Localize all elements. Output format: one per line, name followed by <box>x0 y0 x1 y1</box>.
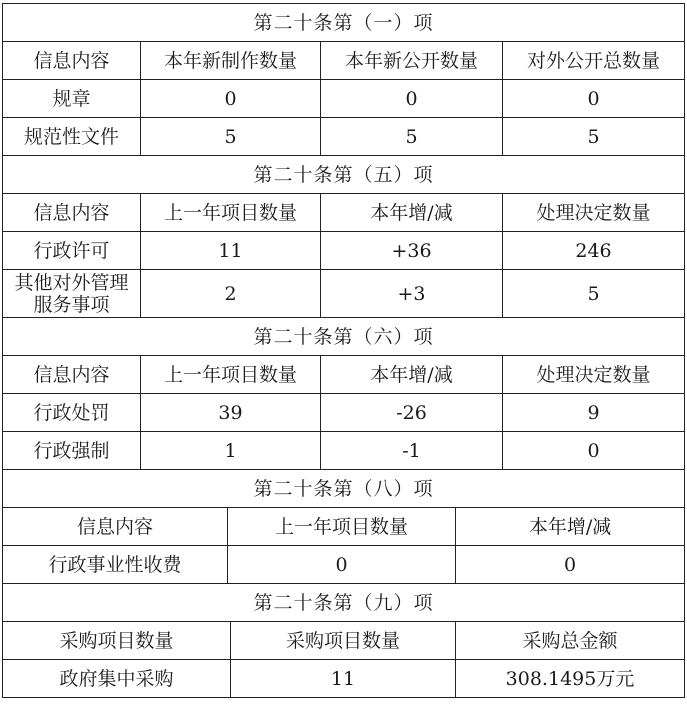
table-cell: 11 <box>141 232 321 270</box>
table-row <box>3 232 685 270</box>
table-cell: 0 <box>321 80 503 118</box>
row-label: 行政许可 <box>3 232 141 270</box>
section-title: 第二十条第（一）项 <box>3 4 685 42</box>
column-header: 上一年项目数量 <box>141 194 321 232</box>
table-cell: 5 <box>321 118 503 156</box>
table-cell: 0 <box>141 80 321 118</box>
section-8-table <box>2 469 685 584</box>
table-cell: 0 <box>228 546 456 584</box>
table-cell: 246 <box>503 232 685 270</box>
column-header: 采购项目数量 <box>231 622 456 660</box>
row-label: 其他对外管理服务事项 <box>3 270 141 318</box>
column-header: 本年新公开数量 <box>321 42 503 80</box>
section-title: 第二十条第（八）项 <box>3 470 685 508</box>
table-row <box>3 432 685 470</box>
row-label: 规章 <box>3 80 141 118</box>
table-cell: -26 <box>321 394 503 432</box>
table-cell: +3 <box>321 270 503 318</box>
table-cell: 308.1495万元 <box>456 660 685 698</box>
section-1-table <box>2 3 685 156</box>
column-header: 处理决定数量 <box>503 194 685 232</box>
disclosure-statistics-document <box>2 3 684 698</box>
column-header: 对外公开总数量 <box>503 42 685 80</box>
table-cell: 9 <box>503 394 685 432</box>
table-cell: 2 <box>141 270 321 318</box>
table-cell: 5 <box>503 270 685 318</box>
table-cell: 11 <box>231 660 456 698</box>
row-label: 行政事业性收费 <box>3 546 228 584</box>
column-header: 处理决定数量 <box>503 356 685 394</box>
table-row <box>3 660 685 698</box>
table-row <box>3 394 685 432</box>
table-cell: 39 <box>141 394 321 432</box>
row-label: 规范性文件 <box>3 118 141 156</box>
table-cell: 0 <box>503 80 685 118</box>
column-header: 本年增/减 <box>321 356 503 394</box>
table-row <box>3 546 685 584</box>
table-cell: 1 <box>141 432 321 470</box>
column-header: 上一年项目数量 <box>141 356 321 394</box>
row-label: 行政强制 <box>3 432 141 470</box>
column-header: 信息内容 <box>3 356 141 394</box>
table-row <box>3 80 685 118</box>
section-title: 第二十条第（九）项 <box>3 584 685 622</box>
table-cell: 0 <box>503 432 685 470</box>
column-header: 信息内容 <box>3 194 141 232</box>
section-title: 第二十条第（六）项 <box>3 318 685 356</box>
column-header: 信息内容 <box>3 42 141 80</box>
table-cell: 5 <box>141 118 321 156</box>
row-label: 政府集中采购 <box>3 660 231 698</box>
column-header: 采购项目数量 <box>3 622 231 660</box>
column-header: 采购总金额 <box>456 622 685 660</box>
section-6-table <box>2 317 685 470</box>
table-cell: -1 <box>321 432 503 470</box>
table-cell: 0 <box>456 546 685 584</box>
section-9-table <box>2 583 685 698</box>
column-header: 上一年项目数量 <box>228 508 456 546</box>
section-title: 第二十条第（五）项 <box>3 156 685 194</box>
table-cell: +36 <box>321 232 503 270</box>
row-label: 行政处罚 <box>3 394 141 432</box>
table-row <box>3 270 685 318</box>
column-header: 本年增/减 <box>456 508 685 546</box>
column-header: 本年增/减 <box>321 194 503 232</box>
section-5-table <box>2 155 685 318</box>
column-header: 信息内容 <box>3 508 228 546</box>
table-row <box>3 118 685 156</box>
table-cell: 5 <box>503 118 685 156</box>
column-header: 本年新制作数量 <box>141 42 321 80</box>
